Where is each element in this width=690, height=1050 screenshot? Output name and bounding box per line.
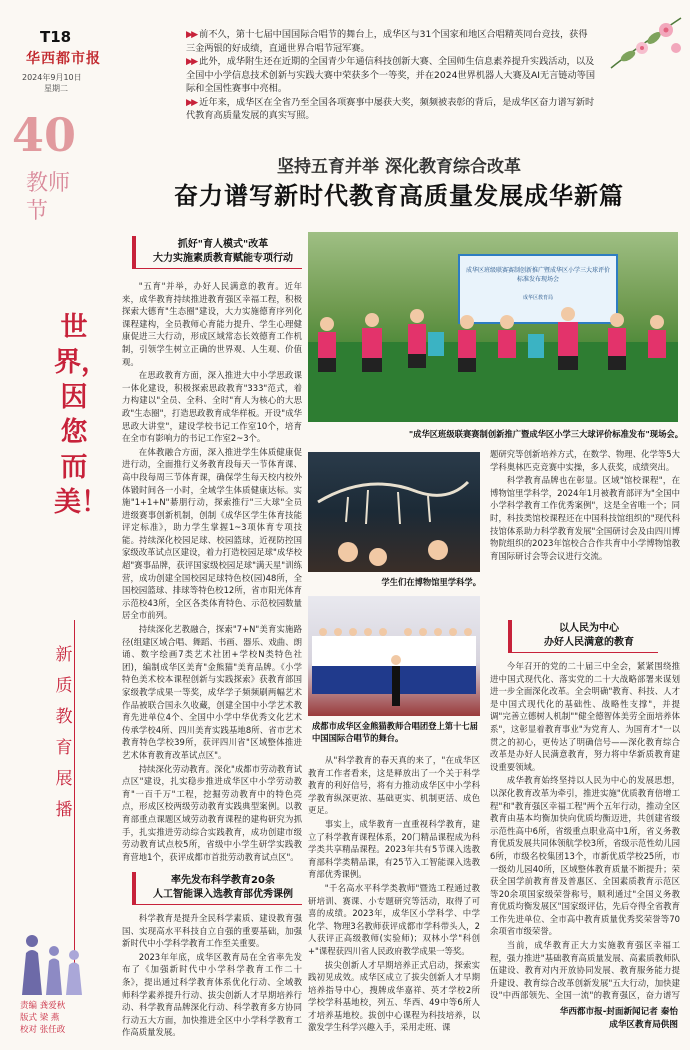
photo-credit: 成华区教育局供图 [609, 1020, 678, 1030]
intro-paragraph: ▶▶ 近年来，成华区在全省乃至全国各项赛事中屡获大奖，频频被表彰的背后，是成华区奋力谱写新时代教育高质量发展的真实写照。 [186, 96, 595, 121]
event-banner-text: 成华区班级联赛赛制创新推广暨成华区小学三大球评价标准发布现场会 [466, 267, 611, 283]
section2-body [122, 912, 302, 1046]
credit-proofread: 校对 张任政 [20, 1025, 66, 1035]
section3-title: 以人民为中心 办好人民满意的教育 [508, 620, 658, 653]
issue-date: 2024年9月10日 [22, 73, 82, 82]
paragraph: 事实上，成华教育一直重视科学教育，建立了科学教育课程体系，20门精品课程成为科学类共享精品课程。2023年共有5节课入选教育部科学类精品课，有25节入工智能课入选教育部优秀课例。 [308, 818, 480, 880]
dinosaur-skeleton-illustration [308, 452, 480, 572]
paragraph: 在体教融合方面，深入推进学生体质健康促进行动，全面推行义务教育段每天一节体育课、高中段每周三节体育课，确保学生每天校内校外体锻时间各一小时，全域学生体质健康达标。实施"1+1+N"綦朋行动，探索推行"三大球"全员进级赛事创新机制，创制《成华区学生体育技能评定标准》，助力学生掌握1~3项体育专项技能。持续深化校园足球、校园篮球，近视防控国家级改革试点区建设，着力打造校园足球"成华校超"赛事品牌，获评国家级校园足球"满天星"训练营，成功创建全国校园足球特色校(园)48所，全国校园篮球、排球等特色校12所，省市阳光体育示范校43所，全区各类体育特色、示范校园数量居全市前列。 [122, 446, 302, 621]
paragraph: 题研究等创新培养方式，在数学、物理、化学等5大学科奥林匹克竞赛中实操，多人获奖，成绩突出。 [490, 449, 680, 472]
choir-photo [308, 596, 480, 716]
paragraph: 持续深化劳动教育。深化"成都市劳动教育试点区"建设，扎实稳步推进成华区中小学劳动教育"一百千万"工程，挖掘劳动教育中的特色亮点，形成区校两级劳动教育实践典型案例。以教育部重点课题区域劳动教育课程的建构研究为抓手，扎实推进劳动综合实践教育，成功创建市级劳动教育试点校5所，省级中小学生研学实践教育营地1个，获评成都市首批劳动教育试点区"。 [122, 763, 302, 862]
museum-photo [308, 452, 480, 572]
choir-illustration [308, 596, 480, 716]
headline: 奋力谱写新时代教育高质量发展成华新篇 [174, 181, 624, 210]
section2-title: 率先发布科学教育20条 人工智能课入选教育部优秀课例 [132, 872, 302, 905]
paragraph: "五育"并举，办好人民满意的教育。近年来，成华教育持续推进教育强区幸福工程，积极探索大德育"生态圈"建设，大力实施德育序列化课程建构，全员教师心育能力提升、学生心理健康促进三大行动，形成区域常态长效德育工作机制，引领学生树立正确的世界观、人生观、价值观。 [122, 281, 302, 367]
sidebar [0, 0, 108, 1050]
event-banner-host: 成华区教育局 [522, 295, 553, 301]
arrow-icon: ▶▶ [186, 56, 197, 67]
flower-decoration-icon [606, 8, 686, 78]
paragraph: 拔尖创新人才早期培养正式启动，探索实践初见成效。成华区成立了拔尖创新人才早期培养指导中心，搜牌成华嘉祥、英才学校2所学校学科基地校，列五、华西、49中等6所人才培养基地校。拔创中心课程为科技培养，以激发学生科学兴趣入手，采用走班、课 [308, 959, 480, 1033]
intro-block [186, 28, 596, 123]
reporter-credit: 华西都市报-封面新闻记者 秦怡 [559, 1007, 678, 1017]
arrow-icon: ▶▶ [186, 96, 197, 108]
dancers-illustration [308, 292, 678, 422]
section3-body [490, 660, 680, 1000]
paragraph: 持续深化艺教融合，探索"7+N"美育实施路径(组建区域合唱、舞蹈、书画、器乐、戏曲、朗诵、数字绘画7类艺术社团+学校N类特色社团)，编制成华区美育"金熊猫"美育品牌。《小学特色美术校本课程创新与实践探索》获教育部国家级教学成果一等奖，成华学子频频刷两幅艺术作品被联合国永久收藏，创建全国中小学艺术教育先进单位4个、全国中小学中华优秀文化艺术传承学校4所、四川美育实践基地8所、省市艺术教育特色学校39所，获评四川省"区域整体推进艺术体育教育改革试点区"。 [122, 624, 302, 760]
choir-photo-caption: 成都市成华区金熊猫教师合唱团登上第十七届中国国际合唱节的舞台。 [312, 721, 478, 743]
newspaper-logo: 华西都市报 [26, 51, 101, 67]
slogan: 世界，因您而美！ [54, 312, 108, 518]
credit-layout: 版式 梁 燕 [20, 1013, 60, 1023]
section1-body [122, 280, 302, 870]
paragraph: 当前，成华教育正大力实施教育强区幸福工程，强力推进"基础教育高质量发展、高素质教师队伍建设、教育对内开放协同发展、教育服务能力提升建设、教育综合改革创新发展"五大行动，加快建设"中西部领先、全国一流"的教育强区，奋力谱写 [490, 940, 680, 1000]
sports-event-photo [308, 232, 678, 422]
credit-editor: 责编 龚爱秋 [20, 1001, 66, 1011]
editor-credits [20, 1000, 69, 1036]
paragraph: 2023年年底，成华区教育局在全省率先发布了《加强新时代中小学科学教育工作二十条》，提出通过科学教育体系优化行动、全域教师科学素养提升行动、拔尖创新人才早期培养行动、科学教育品牌深化行动、科学教育多方协同行动五大方面，加快推进全区中小学科学教育工作高质量发展。 [122, 951, 302, 1038]
intro-paragraph: ▶▶ 前不久，第十七届中国国际合唱节的舞台上，成华区与31个国家和地区合唱精英同台竞技，获得三金两银的好成绩，直通世界合唱节冠军赛。 [186, 29, 588, 54]
article-byline [560, 1006, 678, 1032]
museum-photo-caption: 学生们在博物馆里学科学。 [381, 577, 481, 587]
science-brand-text [490, 448, 680, 618]
teacher-students-silhouette-icon [18, 925, 88, 995]
science-education-text [308, 754, 480, 1044]
sports-photo-caption: "成华区班级联赛赛制创新推广暨成华区小学三大球评价标准发布"现场会。 [408, 429, 683, 439]
paragraph: 科学教育是提升全民科学素质、建设教育强国、实现高水平科技自立自强的重要基础，加强新时代中小学科学教育工作至关重要。 [122, 913, 302, 949]
anniversary-number: 40 [12, 108, 77, 162]
intro-paragraph: ▶▶ 此外，成华附生还在近期的全国青少年通信科技创新大赛、全国师生信息素养提升实践活动，以及全国中小学信息技术创新与实践大赛中荣获多个一等奖，并在2024世界机器人大赛及AI无言链动等国际和全国性赛事中亮相。 [186, 56, 596, 94]
paragraph: "千名高水平科学类教师"暨选工程通过教研培训、赛课、小专题研究等活动，取得了可喜的成绩。2023年，成华区小学科学、中学化学、物理3名教师获评成都市学科带头人，2人获评正高级教师(实验师)；双林小学"科创+"课程获四川省人民政府教学成果一等奖。 [308, 882, 480, 956]
column-tag: 新质教育展播 [55, 645, 73, 820]
paragraph: 今年召开的党的二十届三中全会，紧紧围绕推进中国式现代化、落实党的二十大战略部署来谋划进一步全面深化改革。全会明确"教育、科技、人才是中国式现代化的基础性、战略性支撑"，并提调"完善立德树人机制""健全德智体美劳全面培养体系"，这彰显着教育事业"为党育人、为国育才"一以贯之的初心，更传达了明确信号——深化教育综合改革是办好人民满意教育，努力将中华新质教育建设重要领域。 [490, 661, 680, 772]
issue-weekday: 星期二 [44, 84, 68, 93]
page-number: T18 [40, 28, 72, 46]
paragraph: 成华教育始终坚持以人民为中心的发展思想，以深化教育改革为牵引，推进实施"优质教育倍增工程"和"教育强区幸福工程"两个五年行动，推动全区教育由基本均衡加快向优质均衡迈进，共创建省级示范性高中6所，省级重点职业高中1所，省义务教育优质发展共同体领航学校3所，省级示范性幼儿园6所，市级名校集团13个，市新优质学校25所，市一级幼儿园40所，区域整体教育质量不断提升；荣获全国学前教育普及普惠区、全国素质教育示范区等20余项国家级荣誉称号，顺利通过"全国义务教育优质均衡发展区"国家级评估，先后夺得全省教育工作先进单位、全市高中教育质量优秀奖荣誉等70余项省市级荣誉。 [490, 775, 680, 937]
paragraph: 在思政教育方面，深入推进大中小学思政课一体化建设，积极探索思政教育"333"范式，着力构建以"全员、全科、全时"育人为核心的大思政"生态圈"，打造思政教育成华样板。开设"成华思政大讲堂"，建设学校书记工作室10个，培育在全市有影响力的书记工作室2~3个。 [122, 370, 302, 444]
festival-title: 教师节 [26, 171, 71, 224]
arrow-icon: ▶▶ [186, 29, 197, 40]
paragraph: 科学教育品牌也在彰显。区域"馆校课程"，在博物馆里学科学，2024年1月被教育部评为"全国中小学科学教育工作优秀案例"，这是全省唯一个；同时，科技类馆校课程还在中国科技馆组织的"现代科技馆体系助力科学教育发展"全国研讨会及由四川博物院组织的2023年馆校合合作共育中小学博物馆教育国际研讨会等会议进行交流。 [490, 475, 680, 561]
subheadline: 坚持五育并举 深化教育综合改革 [277, 157, 521, 177]
paragraph: 从"科学教育的春天真的来了，"在成华区教育工作者看来，这是释放出了一个关于科学教育的利好信号，将有力推动成华区中小学科学教育纵深更浓、基础更实、机制更活、成色更足。 [308, 755, 480, 816]
section1-title: 抓好"育人模式"改革 大力实施素质教育赋能专项行动 [132, 236, 302, 269]
main-content [108, 0, 690, 1050]
